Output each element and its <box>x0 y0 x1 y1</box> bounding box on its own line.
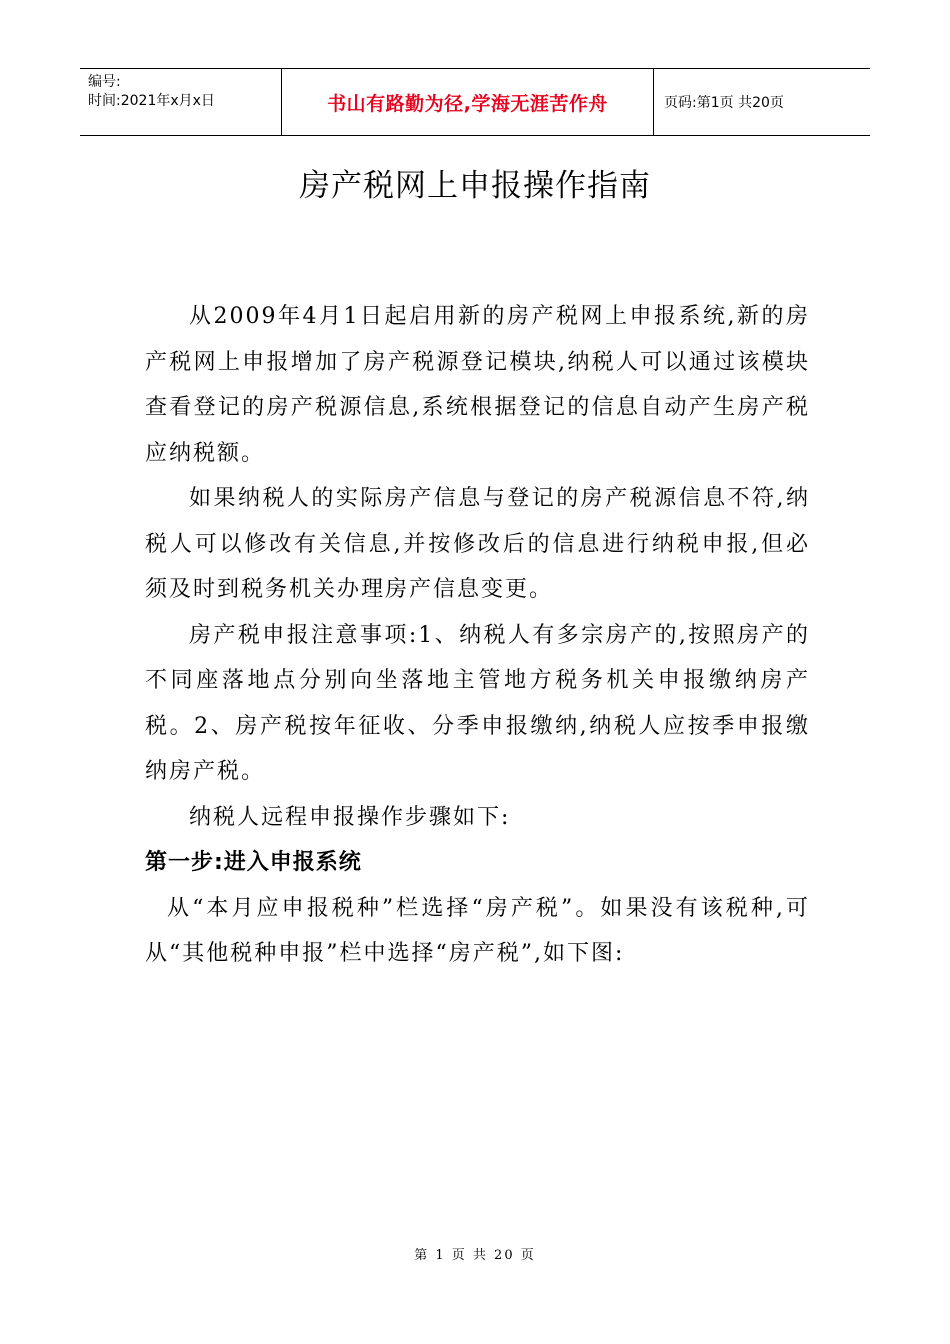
document-time-label: 时间:2021年x月x日 <box>88 93 215 109</box>
body-paragraph: 房产税申报注意事项:1、纳税人有多宗房产的,按照房产的不同座落地点分别向坐落地主管地方税务机关申报缴纳房产税。2、房产税按年征收、分季申报缴纳,纳税人应按季申报缴纳房产税。 <box>145 622 810 784</box>
document-number-label: 编号: <box>88 74 121 90</box>
step1-heading: 第一步:进入申报系统 <box>145 850 362 875</box>
page-header <box>80 68 870 136</box>
body-paragraph: 如果纳税人的实际房产信息与登记的房产税源信息不符,纳税人可以修改有关信息,并按修改后的信息进行纳税申报,但必须及时到税务机关办理房产信息变更。 <box>145 486 810 602</box>
header-motto: 书山有路勤为径,学海无涯苦作舟 <box>282 69 654 135</box>
header-page-info: 页码:第1页 共20页 <box>664 95 784 111</box>
body-paragraph: 纳税人远程申报操作步骤如下: <box>189 804 511 830</box>
body-paragraph: 从2009年4月1日起启用新的房产税网上申报系统,新的房产税网上申报增加了房产税源登记模块,纳税人可以通过该模块查看登记的房产税源信息,系统根据登记的信息自动产生房产税应纳税额。 <box>145 304 810 466</box>
step1-text: 从“本月应申报税种”栏选择“房产税”。如果没有该税种,可从“其他税种申报”栏中选择“房产税”,如下图: <box>145 895 810 966</box>
page-footer: 第 1 页 共 20 页 <box>414 1248 536 1263</box>
header-meta-cell <box>80 69 282 135</box>
document-title: 房产税网上申报操作指南 <box>299 168 651 204</box>
document-body <box>145 294 810 977</box>
